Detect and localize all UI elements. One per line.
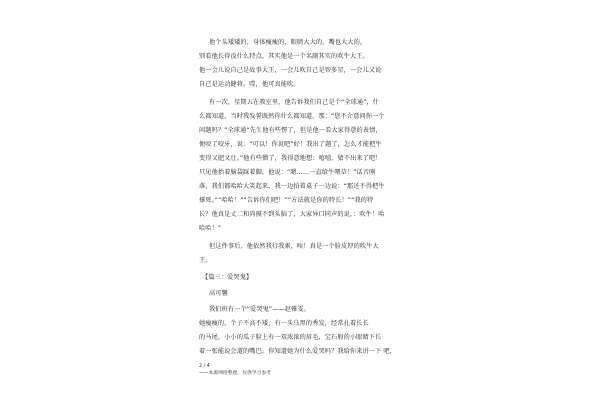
text-line: 哈哈！” [199, 225, 222, 232]
author-name: 高可馨 [209, 290, 228, 297]
text-line: 变得又肥又壮。”他有些懵了，我得意地想：嘻嘻，猜不出来了吧！ [199, 155, 382, 162]
page-number: 2 / 4 [199, 364, 210, 369]
text-line: 问题吗？”全球通“先生他有些愣了，但是他一看大家得意的表情， [199, 127, 382, 134]
text-line: 她瘦瘦的，个子不高不矮，有一头乌黑的秀发，经常扎着长长 [199, 320, 369, 327]
text-line: 他个头矮矮的，身体瘦瘦的，眼睛大大的，嘴也大大的， [209, 39, 367, 46]
text-line: 的马尾，小小的瓜子脸上有一双浓浓的眉毛，宝石般的小眼睛下长 [199, 334, 382, 341]
footer-note: ——本源网络整理，仅供学习参考 [199, 371, 271, 376]
text-line: 便咬了咬牙，说：“可以！你说吧”好！我出了题了，怎么才能把牛 [199, 141, 382, 148]
section-heading: 【篇三：爱哭鬼】 [202, 274, 253, 281]
text-line: 着一张能说会道的嘴巴，你知道她为什么爱哭吗？我给你来讲一下 吧， [199, 348, 396, 355]
text-line: 长？他真是丈二和尚摸不到头脑了，大家异口同声的说，：吹牛！哈 [199, 211, 385, 218]
text-line: 我们班有一个“爱哭鬼”——赵雅雯。 [209, 306, 310, 313]
text-line: 别看他长得没什么特点，其实他是一个名副其实的吹牛大王。 [199, 53, 369, 60]
text-line: 他一会儿说自己是故事大王，一会儿吹自己是智多星，一会儿又说 [199, 67, 382, 74]
text-line: 只见他抬着脑袋踩着脚，他说：“嗯……一直给牛喂草！”话音刚 [199, 169, 376, 176]
text-line: 王。 [199, 257, 212, 264]
text-line: 但这件事后，他依然我行我素，唉！真是一个脸皮厚的吹牛大 [209, 243, 379, 250]
text-line: 撑死。”“哈哈！”“告诉你们吧！”“方法就是你的特长！”“我的特 [199, 197, 374, 204]
text-line: 自己是运动健将。哎，他可真能吹。 [199, 81, 300, 88]
text-line: 有一次，星期五在教室里，他告诉我们自己是个“全球通”，什 [209, 99, 380, 106]
text-line: 落，我们都哈哈大笑起来，我一边拍着桌子一边说：“那还不得把牛 [199, 183, 385, 190]
text-line: 么都知道，当时我发誓既然你什么都知道，那：“您不介意问你一个 [199, 113, 385, 120]
